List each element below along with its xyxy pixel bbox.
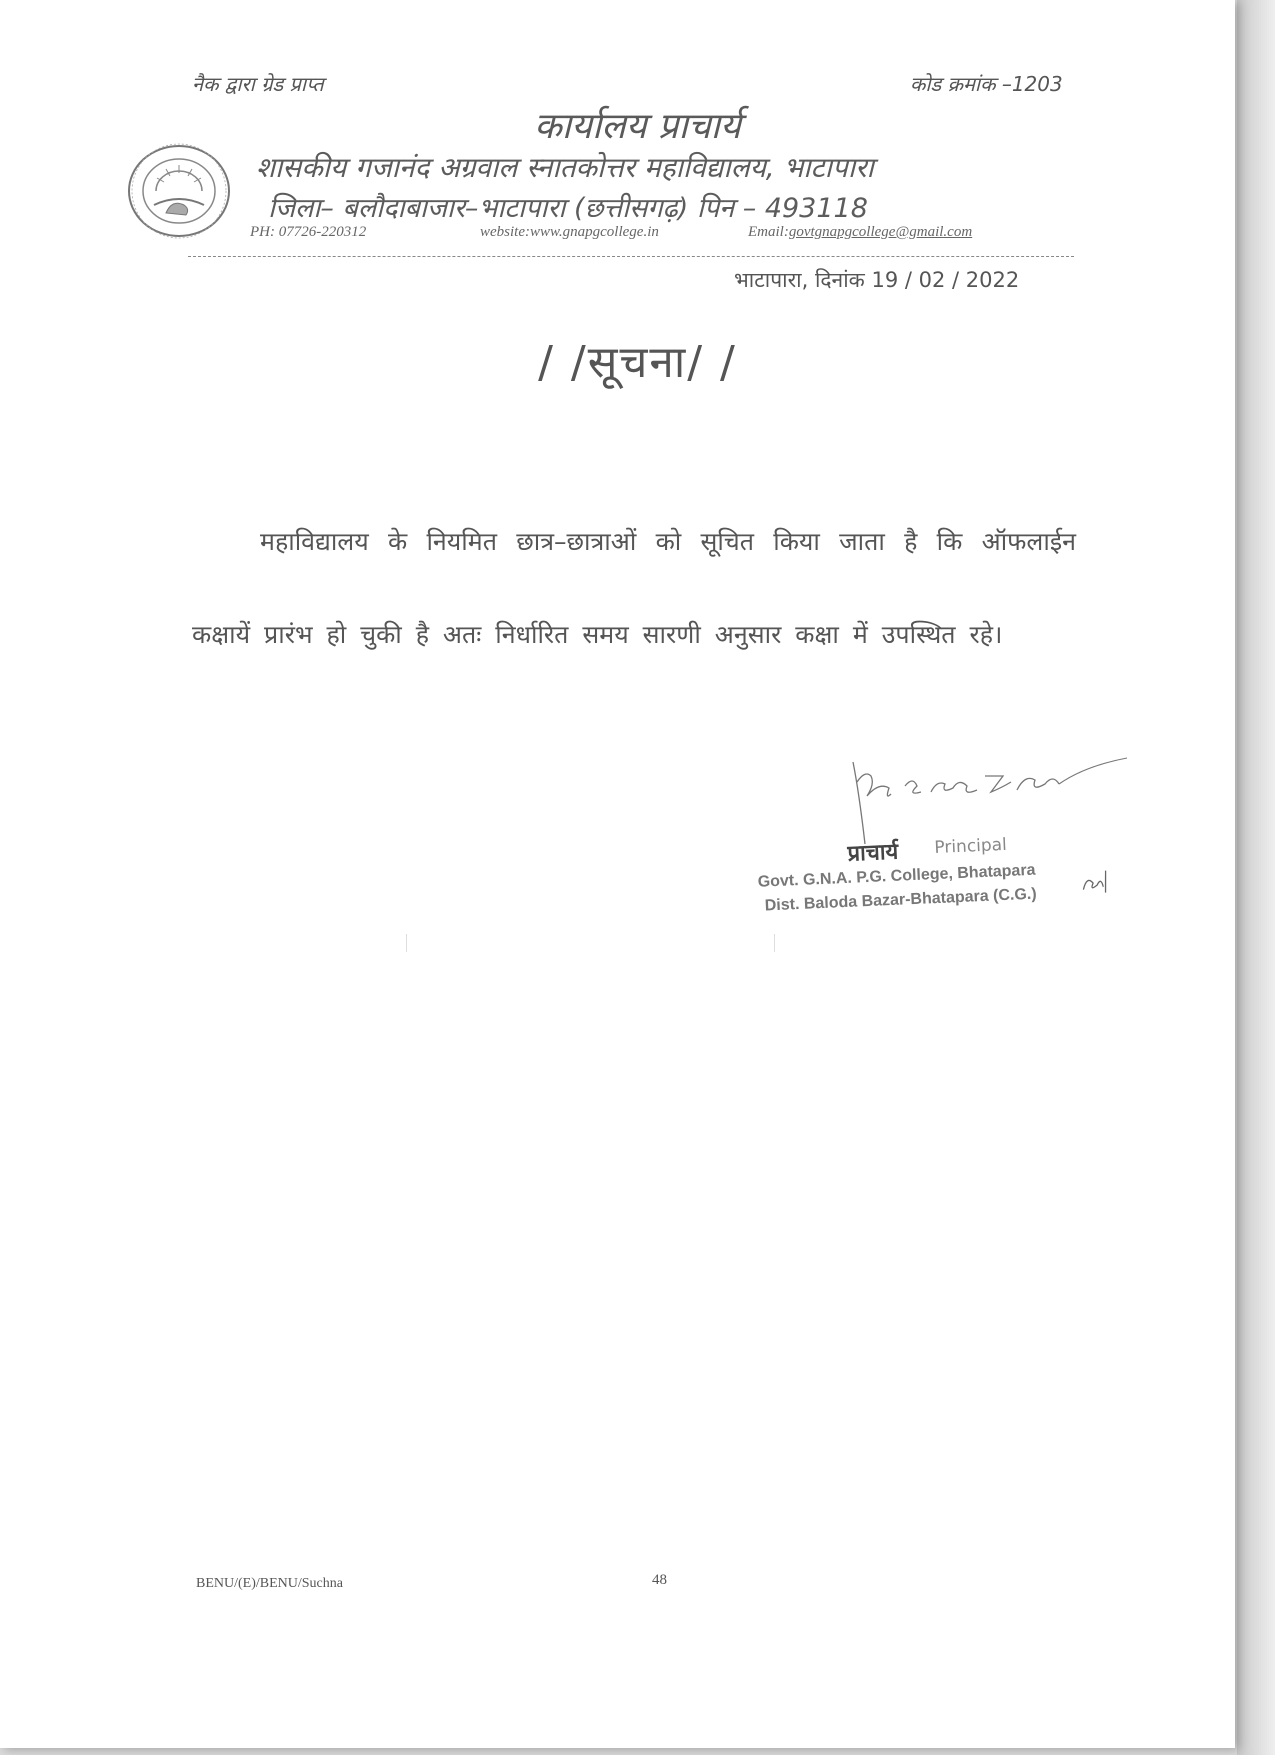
stamp-college-line: Govt. G.N.A. P.G. College, Bhatapara: [757, 861, 1036, 891]
notice-title: / /सूचना/ /: [538, 337, 737, 388]
naac-grade-text: नैक द्वारा ग्रेड प्राप्त: [192, 72, 324, 96]
college-code: कोड क्रमांक –1203: [910, 72, 1063, 96]
office-title: कार्यालय प्राचार्य: [534, 106, 741, 147]
page-number: 48: [652, 1572, 667, 1588]
district-pin-line: जिला– बलौदाबाजार–भाटापारा (छत्तीसगढ़) पिन – 493118: [268, 193, 868, 224]
principal-title-hindi: प्राचार्य: [847, 839, 899, 867]
reference-code: BENU/(E)/BENU/Suchna: [196, 1576, 343, 1591]
notice-body: महाविद्यालय के नियमित छात्र–छात्राओं को सूचित किया जाता है कि ऑफलाईन कक्षायें प्रारंभ हो चुकी है अतः निर्धारित समय सारणी अनुसार कक्षा में उपस्थित रहे।: [192, 527, 1076, 649]
header-divider: [188, 256, 1074, 257]
college-seal-logo: [126, 143, 232, 239]
initials-mark: [1079, 868, 1110, 895]
principal-title-english: Principal: [934, 834, 1008, 859]
place-date-line: भाटापारा, दिनांक 19 / 02 / 2022: [734, 268, 1020, 292]
phone-number: PH: 07726-220312: [250, 224, 367, 240]
email-contact: [748, 224, 972, 241]
website-text: website:www.gnapgcollege.in: [480, 224, 659, 240]
stamp-district-line: Dist. Baloda Bazar-Bhatapara (C.G.): [764, 885, 1037, 915]
scan-mark: [774, 934, 775, 952]
email-label: Email:: [748, 224, 789, 240]
scanner-edge: [1237, 0, 1275, 1755]
principal-stamp: [752, 826, 1116, 932]
college-name: शासकीय गजानंद अग्रवाल स्नातकोत्तर महाविद्यालय, भाटापारा: [256, 151, 874, 184]
email-address: govtgnapgcollege@gmail.com: [788, 224, 973, 240]
scan-mark: [406, 934, 407, 952]
